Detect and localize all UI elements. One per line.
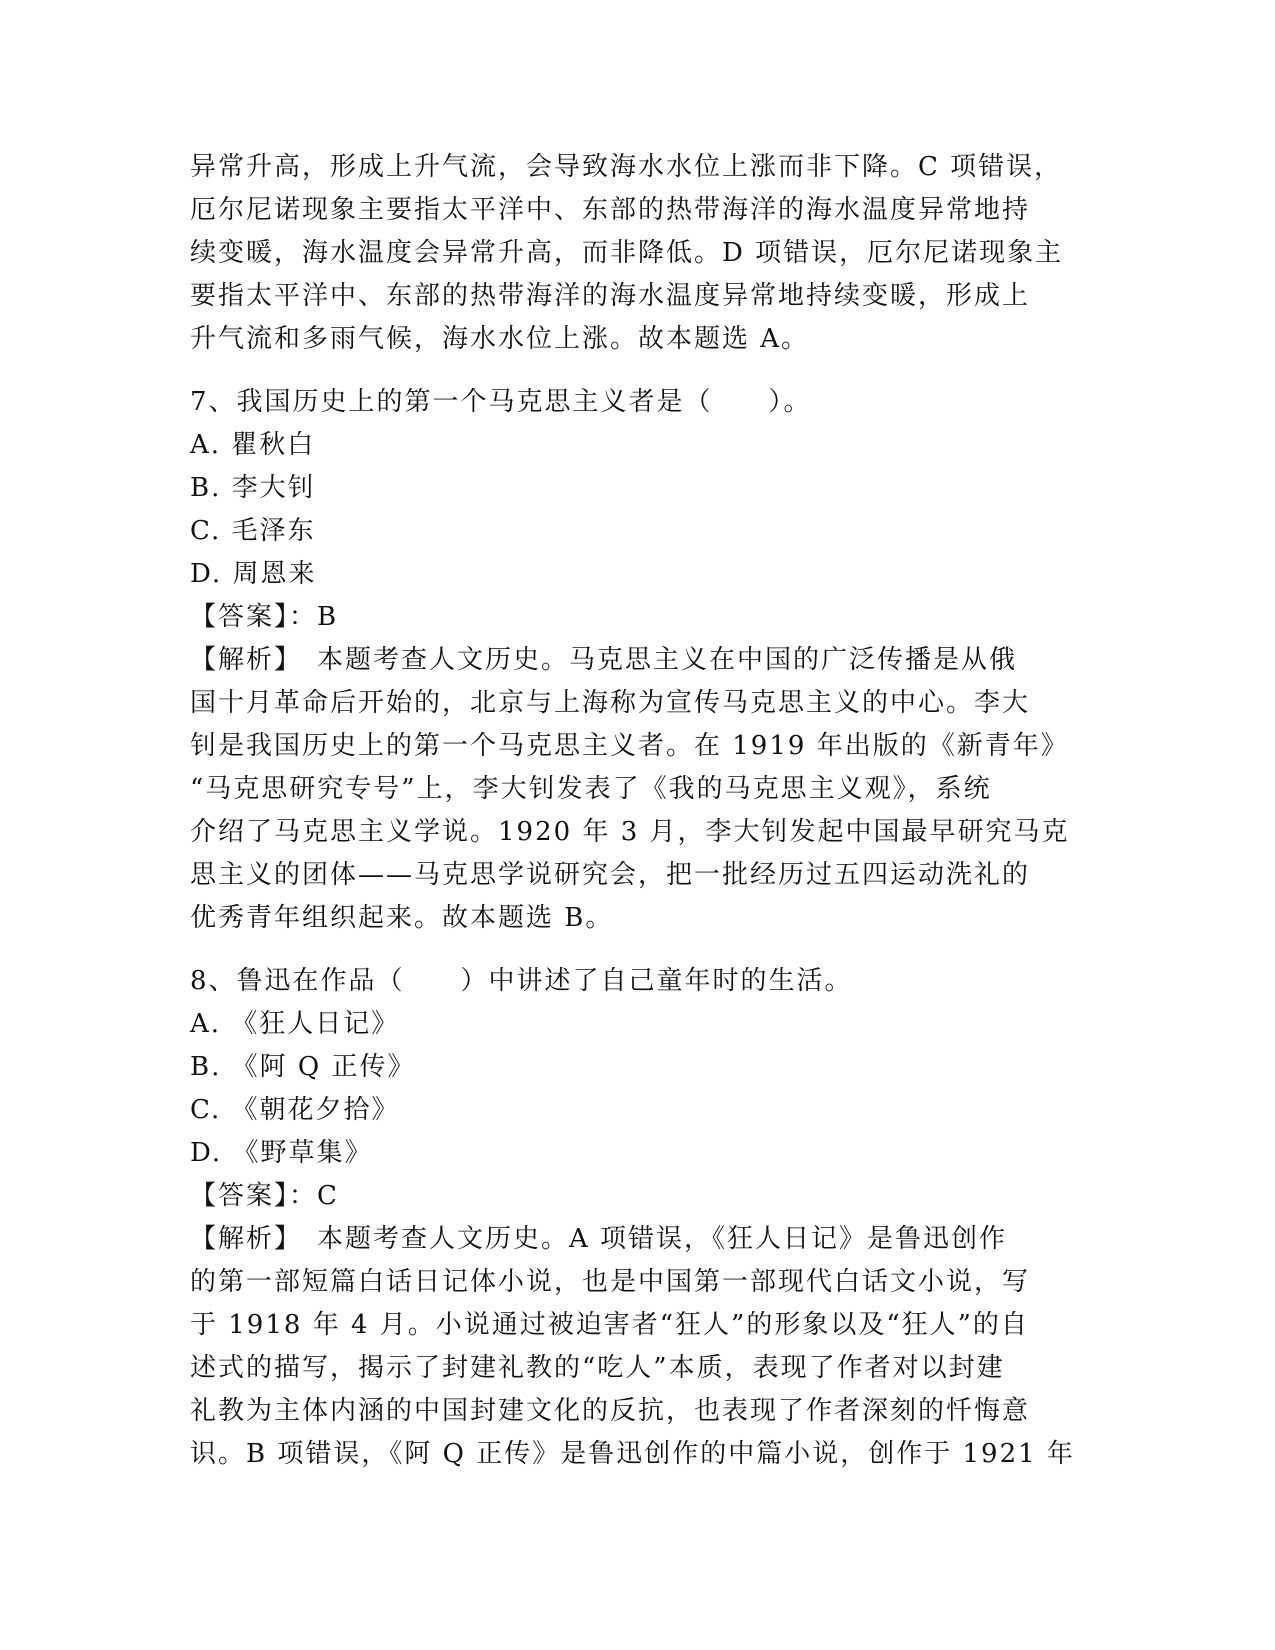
continued-analysis bbox=[190, 146, 1090, 361]
analysis-line: 识。B 项错误，《阿 Q 正传》是鲁迅创作的中篇小说，创作于 1921 年 bbox=[190, 1439, 1075, 1469]
option-a: A. 《狂人日记》 bbox=[190, 1009, 400, 1039]
text-line: 续变暖，海水温度会异常升高，而非降低。D 项错误，厄尔尼诺现象主 bbox=[190, 238, 1064, 268]
text-line: 要指太平洋中、东部的热带海洋的海水温度异常地持续变暖，形成上 bbox=[190, 281, 1031, 311]
analysis-line: 礼教为主体内涵的中国封建文化的反抗，也表现了作者深刻的忏悔意 bbox=[190, 1396, 1031, 1426]
analysis-line: 国十月革命后开始的，北京与上海称为宣传马克思主义的中心。李大 bbox=[190, 688, 1031, 718]
spacer bbox=[190, 940, 1090, 960]
analysis-line: 优秀青年组织起来。故本题选 B。 bbox=[190, 903, 614, 933]
analysis-line: 钊是我国历史上的第一个马克思主义者。在 1919 年出版的《新青年》 bbox=[190, 731, 1069, 761]
option-b: B. 《阿 Q 正传》 bbox=[190, 1052, 416, 1082]
option-b: B. 李大钊 bbox=[190, 473, 316, 503]
text-line: 升气流和多雨气候，海水水位上涨。故本题选 A。 bbox=[190, 324, 810, 354]
option-c: C. 《朝花夕拾》 bbox=[190, 1095, 400, 1125]
answer-line: 【答案】：B bbox=[190, 602, 339, 632]
text-line: 异常升高，形成上升气流，会导致海水水位上涨而非下降。C 项错误， bbox=[190, 152, 1063, 182]
analysis-line: “马克思研究专号”上，李大钊发表了《我的马克思主义观》，系统 bbox=[190, 774, 992, 804]
question-text: 8、鲁迅在作品（ ）中讲述了自己童年时的生活。 bbox=[190, 966, 853, 996]
question-8 bbox=[190, 960, 1090, 1476]
answer-line: 【答案】：C bbox=[190, 1181, 339, 1211]
analysis-line: 思主义的团体——马克思学说研究会，把一批经历过五四运动洗礼的 bbox=[190, 860, 1031, 890]
option-a: A. 瞿秋白 bbox=[190, 430, 316, 460]
document-body bbox=[190, 146, 1090, 1476]
analysis-line: 的第一部短篇白话日记体小说，也是中国第一部现代白话文小说，写 bbox=[190, 1267, 1031, 1297]
analysis-line: 述式的描写，揭示了封建礼教的“吃人”本质，表现了作者对以封建 bbox=[190, 1353, 1005, 1383]
question-7 bbox=[190, 381, 1090, 940]
option-c: C. 毛泽东 bbox=[190, 516, 316, 546]
analysis-line: 于 1918 年 4 月。小说通过被迫害者“狂人”的形象以及“狂人”的自 bbox=[190, 1310, 1029, 1340]
text-line: 厄尔尼诺现象主要指太平洋中、东部的热带海洋的海水温度异常地持 bbox=[190, 195, 1031, 225]
option-d: D. 周恩来 bbox=[190, 559, 317, 589]
analysis-line: 介绍了马克思主义学说。1920 年 3 月，李大钊发起中国最早研究马克 bbox=[190, 817, 1070, 847]
option-d: D. 《野草集》 bbox=[190, 1138, 373, 1168]
spacer bbox=[190, 361, 1090, 381]
analysis-line: 【解析】 本题考查人文历史。A 项错误，《狂人日记》是鲁迅创作 bbox=[190, 1224, 1008, 1254]
analysis-line: 【解析】 本题考查人文历史。马克思主义在中国的广泛传播是从俄 bbox=[190, 645, 1018, 675]
question-text: 7、我国历史上的第一个马克思主义者是（ ）。 bbox=[190, 387, 812, 417]
